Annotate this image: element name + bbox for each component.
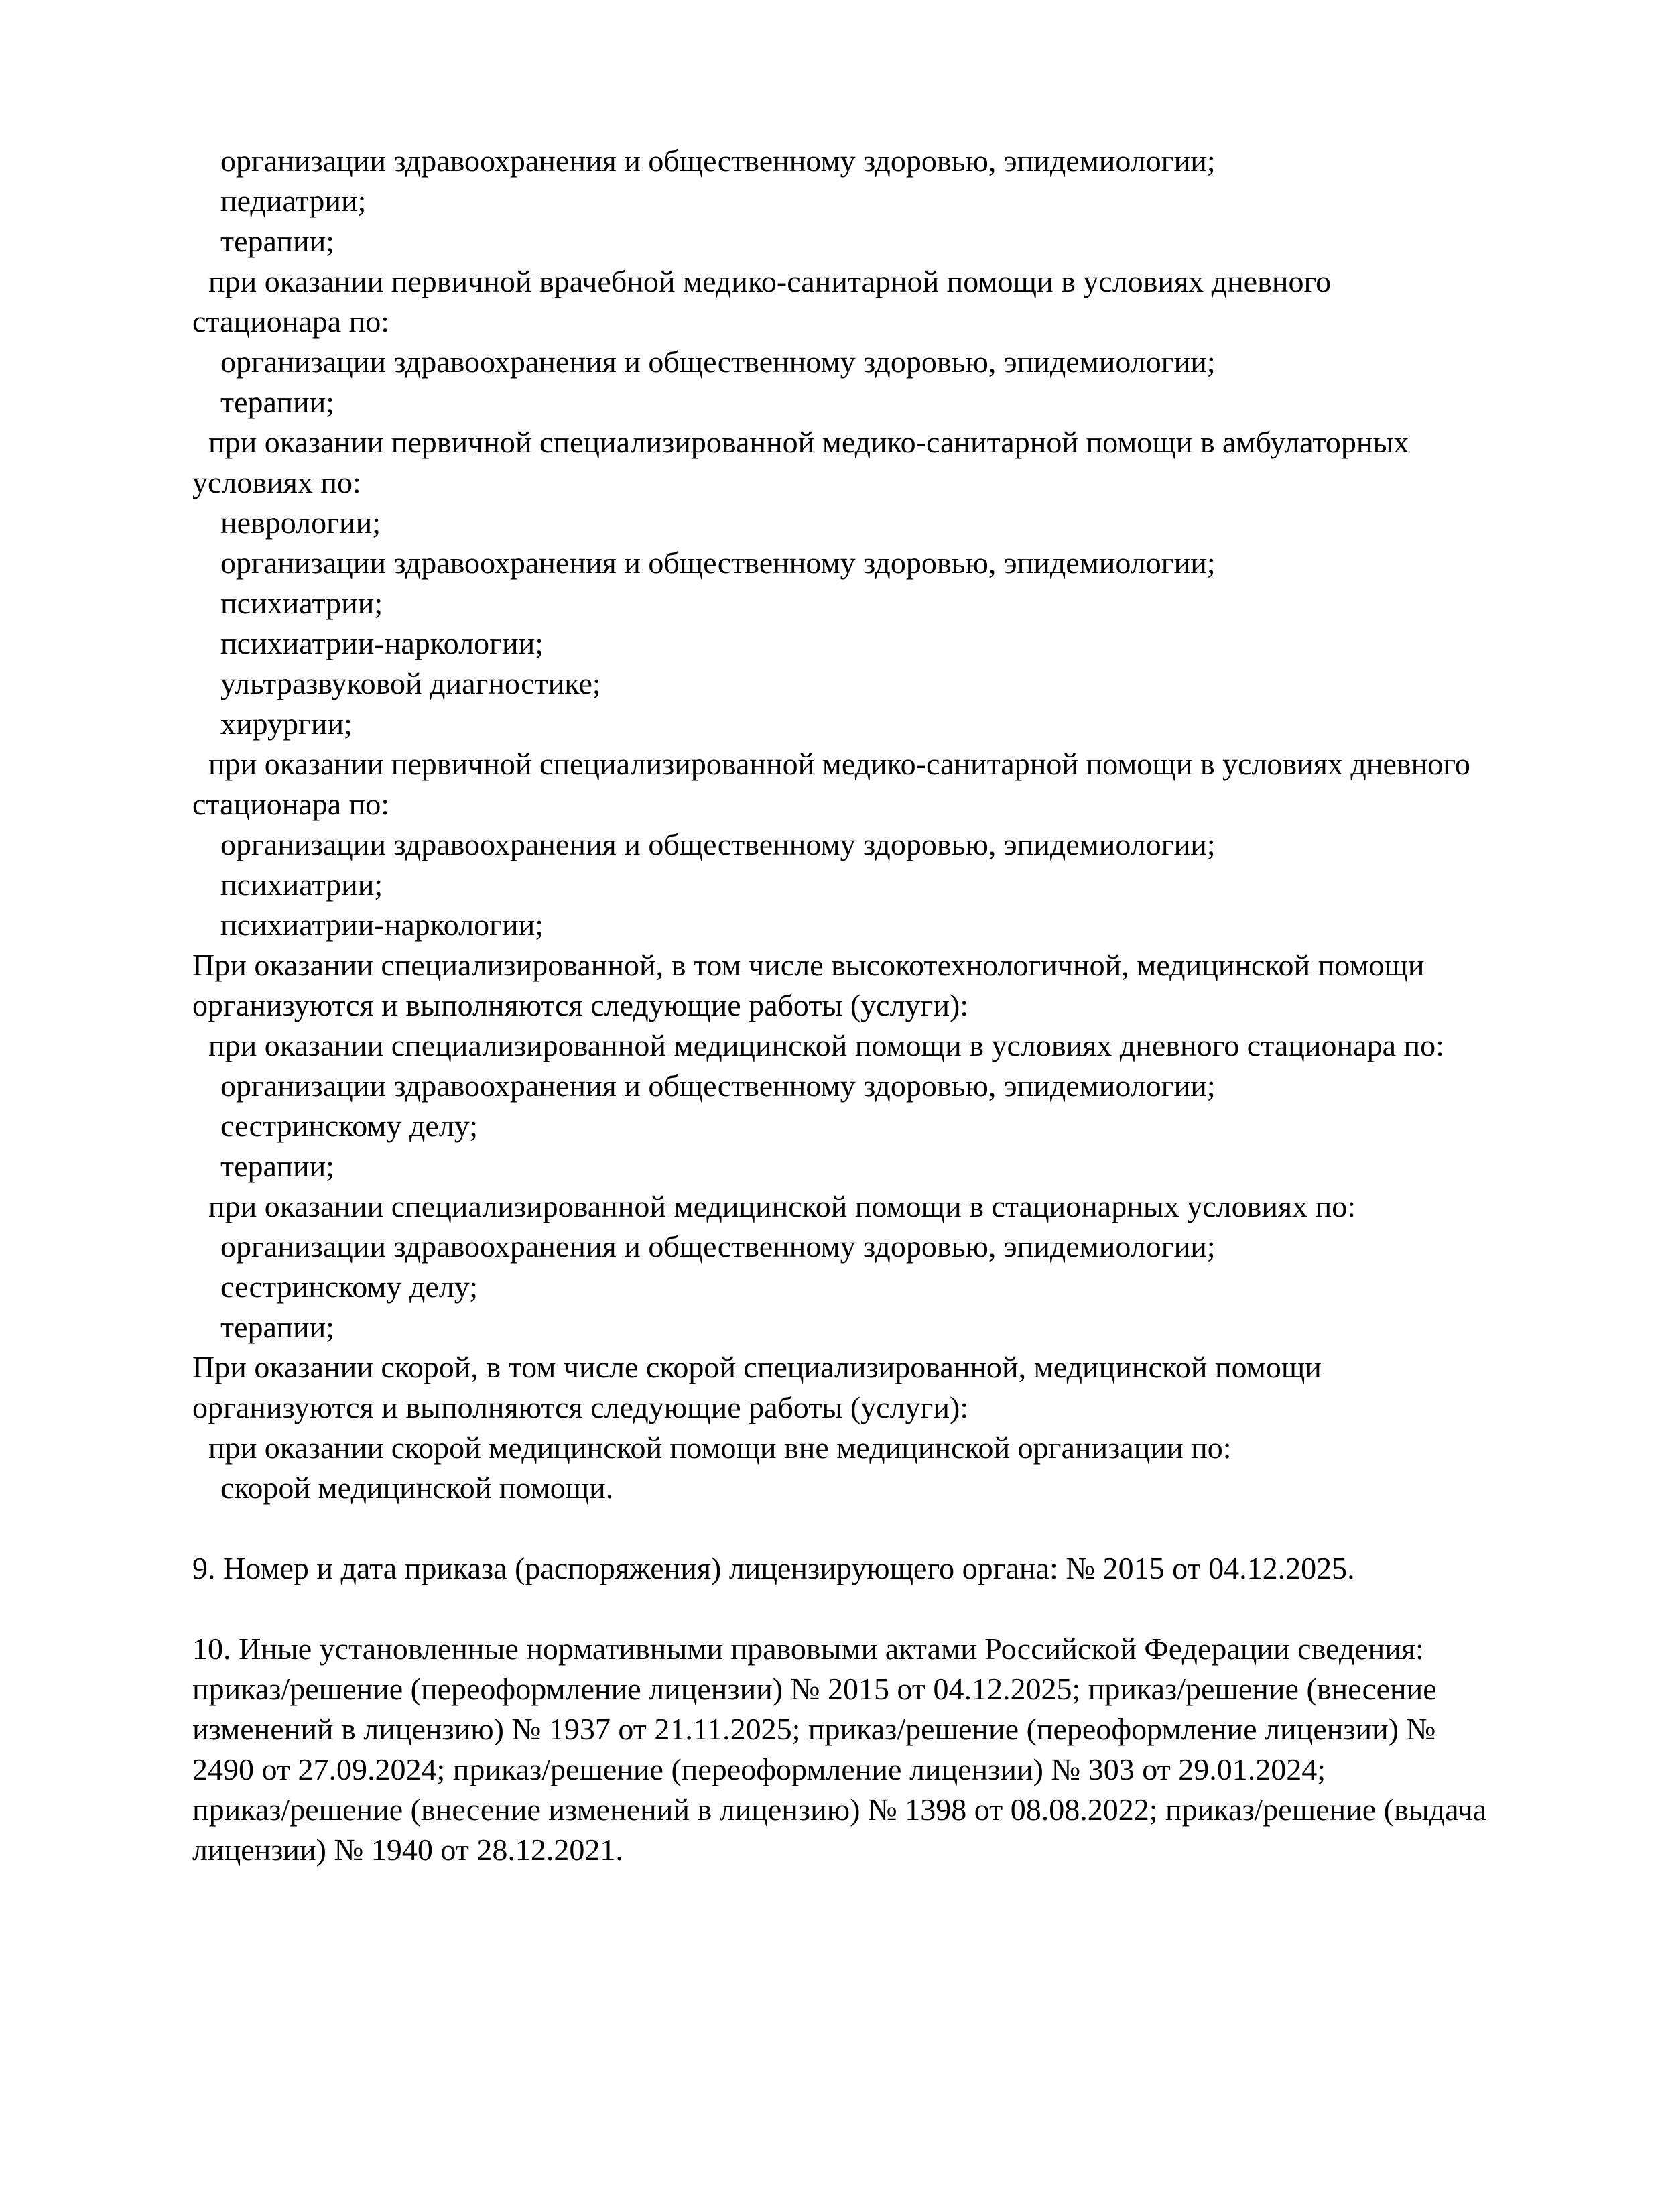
- text-line: 2490 от 27.09.2024; приказ/решение (переоформление лицензии) № 303 от 29.01.2024;: [192, 1752, 1326, 1786]
- text-line: ультразвуковой диагностике;: [220, 666, 601, 700]
- text-line: хирургии;: [220, 706, 353, 741]
- text-line: приказ/решение (внесение изменений в лицензию) № 1398 от 08.08.2022; приказ/решение (выдача: [192, 1792, 1487, 1827]
- text-line: терапии;: [220, 385, 334, 419]
- text-line: неврологии;: [220, 505, 381, 540]
- text-line: организации здравоохранения и общественному здоровью, эпидемиологии;: [220, 1229, 1216, 1264]
- text-line: при оказании первичной врачебной медико-санитарной помощи в условиях дневного: [208, 264, 1332, 298]
- text-line: при оказании специализированной медицинской помощи в стационарных условиях по:: [208, 1189, 1356, 1223]
- text-line: сестринскому делу;: [220, 1270, 478, 1304]
- text-line: условиях по:: [192, 465, 361, 499]
- text-line: при оказании первичной специализированной медико-санитарной помощи в амбулаторных: [208, 425, 1409, 459]
- text-line: организуются и выполняются следующие работы (услуги):: [192, 988, 969, 1022]
- document-body: [192, 141, 1546, 1870]
- text-line: скорой медицинской помощи.: [220, 1471, 614, 1505]
- text-line: сестринскому делу;: [220, 1109, 478, 1143]
- text-line: при оказании специализированной медицинской помощи в условиях дневного стационара по:: [208, 1028, 1444, 1062]
- text-line: при оказании первичной специализированной медико-санитарной помощи в условиях дневного: [208, 747, 1470, 781]
- text-line: 10. Иные установленные нормативными правовыми актами Российской Федерации сведения:: [192, 1632, 1424, 1666]
- text-line: стационара по:: [192, 787, 390, 821]
- text-line: психиатрии;: [220, 867, 383, 902]
- text-line: организации здравоохранения и общественному здоровью, эпидемиологии;: [220, 546, 1216, 580]
- text-line: приказ/решение (переоформление лицензии) № 2015 от 04.12.2025; приказ/решение (внесение: [192, 1672, 1437, 1706]
- text-line: [192, 1508, 1546, 1548]
- text-line: терапии;: [220, 1310, 334, 1344]
- text-line: 9. Номер и дата приказа (распоряжения) лицензирующего органа: № 2015 от 04.12.2025.: [192, 1551, 1355, 1585]
- text-line: терапии;: [220, 1149, 334, 1183]
- text-line: психиатрии-наркологии;: [220, 626, 544, 660]
- text-line: изменений в лицензию) № 1937 от 21.11.2025; приказ/решение (переоформление лицензии) №: [192, 1712, 1436, 1746]
- text-line: организации здравоохранения и общественному здоровью, эпидемиологии;: [220, 345, 1216, 379]
- text-line: при оказании скорой медицинской помощи вне медицинской организации по:: [208, 1430, 1232, 1465]
- text-line: организации здравоохранения и общественному здоровью, эпидемиологии;: [220, 1068, 1216, 1103]
- text-line: организации здравоохранения и общественному здоровью, эпидемиологии;: [220, 827, 1216, 861]
- text-line: педиатрии;: [220, 184, 367, 218]
- text-line: организации здравоохранения и общественному здоровью, эпидемиологии;: [220, 143, 1216, 178]
- text-line: стационара по:: [192, 304, 390, 339]
- text-line: При оказании специализированной, в том числе высокотехнологичной, медицинской помощи: [192, 948, 1425, 982]
- text-line: организуются и выполняются следующие работы (услуги):: [192, 1390, 969, 1424]
- text-line: [192, 1589, 1546, 1629]
- text-line: психиатрии-наркологии;: [220, 908, 544, 942]
- text-line: лицензии) № 1940 от 28.12.2021.: [192, 1833, 623, 1867]
- text-line: При оказании скорой, в том числе скорой специализированной, медицинской помощи: [192, 1350, 1322, 1384]
- text-line: терапии;: [220, 224, 334, 258]
- text-line: психиатрии;: [220, 586, 383, 620]
